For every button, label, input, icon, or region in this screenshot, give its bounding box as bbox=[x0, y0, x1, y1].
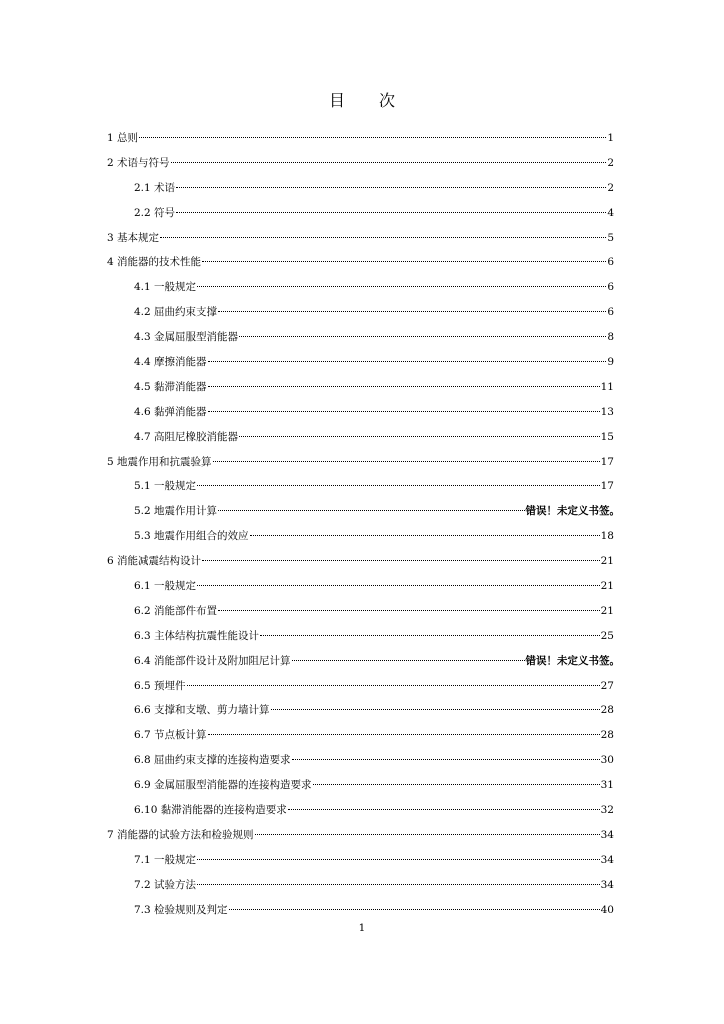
toc-entry-label: 6.7 节点板计算 bbox=[134, 729, 207, 742]
toc-entry-error: 错误！未定义书签。 bbox=[525, 505, 620, 518]
toc-entry-page: 11 bbox=[600, 380, 614, 393]
toc-entry-label: 4.1 一般规定 bbox=[134, 281, 197, 294]
toc-entry-page: 2 bbox=[607, 181, 614, 194]
toc-entry-label: 4.2 屈曲约束支撑 bbox=[134, 306, 218, 319]
toc-entry-page: 25 bbox=[600, 629, 614, 642]
toc-entry-label: 4.4 摩擦消能器 bbox=[134, 356, 207, 369]
toc-entry-label: 2.1 术语 bbox=[134, 181, 176, 194]
toc-entry-label: 5 地震作用和抗震验算 bbox=[107, 455, 212, 468]
toc-title bbox=[0, 88, 724, 111]
toc-entry-page: 17 bbox=[600, 455, 614, 468]
toc-entry-label: 4.7 高阻尼橡胶消能器 bbox=[134, 430, 239, 443]
toc-entry[interactable] bbox=[107, 579, 614, 604]
toc-entry-label: 7.1 一般规定 bbox=[134, 853, 197, 866]
toc-entry-page: 13 bbox=[600, 405, 614, 418]
toc-leader-dots bbox=[176, 187, 606, 188]
toc-leader-dots bbox=[208, 361, 607, 362]
toc-entry[interactable] bbox=[107, 255, 614, 280]
toc-entry[interactable] bbox=[107, 405, 614, 430]
toc-leader-dots bbox=[229, 909, 600, 910]
toc-entry-label: 3 基本规定 bbox=[107, 231, 160, 244]
toc-entry-label: 4.6 黏弹消能器 bbox=[134, 405, 207, 418]
toc-entry-page: 21 bbox=[600, 604, 614, 617]
toc-entry-label: 7 消能器的试验方法和检验规则 bbox=[107, 828, 254, 841]
toc-entry-page: 1 bbox=[607, 132, 614, 144]
toc-entry-label: 6 消能减震结构设计 bbox=[107, 555, 202, 568]
toc-leader-dots bbox=[292, 660, 525, 661]
toc-entry-page: 6 bbox=[607, 256, 614, 269]
toc-entry-page: 2 bbox=[607, 156, 614, 169]
toc-entry-page: 30 bbox=[600, 754, 614, 767]
toc-leader-dots bbox=[197, 884, 600, 885]
toc-entry-label: 6.1 一般规定 bbox=[134, 580, 197, 593]
toc-entry[interactable] bbox=[107, 803, 614, 828]
page-number: 1 bbox=[358, 922, 366, 934]
toc-leader-dots bbox=[202, 261, 606, 262]
toc-entry-label: 6.8 屈曲约束支撑的连接构造要求 bbox=[134, 754, 291, 767]
toc-entry-label: 6.3 主体结构抗震性能设计 bbox=[134, 629, 260, 642]
toc-entry-page: 27 bbox=[600, 679, 614, 692]
toc-leader-dots bbox=[313, 784, 600, 785]
toc-leader-dots bbox=[197, 585, 600, 586]
toc-leader-dots bbox=[208, 386, 600, 387]
toc-leader-dots bbox=[213, 461, 600, 462]
toc-entry[interactable] bbox=[107, 604, 614, 629]
toc-entry-page: 28 bbox=[600, 704, 614, 717]
toc-entry[interactable] bbox=[107, 156, 614, 181]
toc-leader-dots bbox=[139, 137, 606, 138]
toc-entry[interactable] bbox=[107, 355, 614, 380]
toc-entry-page: 17 bbox=[600, 480, 614, 493]
toc-leader-dots bbox=[208, 411, 600, 412]
toc-leader-dots bbox=[187, 685, 600, 686]
toc-entry-page: 32 bbox=[600, 804, 614, 817]
toc-entry-label: 5.3 地震作用组合的效应 bbox=[134, 530, 249, 543]
toc-leader-dots bbox=[160, 237, 606, 238]
toc-entry-label: 2.2 符号 bbox=[134, 206, 176, 219]
toc-entry-label: 1 总则 bbox=[107, 132, 139, 144]
toc-entry[interactable] bbox=[107, 654, 620, 679]
toc-entry-page: 31 bbox=[600, 779, 614, 792]
toc-entry[interactable] bbox=[107, 231, 614, 256]
toc-leader-dots bbox=[250, 535, 600, 536]
toc-entry-page: 34 bbox=[600, 878, 614, 891]
toc-entry[interactable] bbox=[107, 629, 614, 654]
toc-leader-dots bbox=[197, 485, 600, 486]
toc-leader-dots bbox=[202, 560, 600, 561]
toc-entry-label: 6.10 黏滞消能器的连接构造要求 bbox=[134, 804, 287, 817]
toc-entry-page: 21 bbox=[600, 580, 614, 593]
toc-entry[interactable] bbox=[107, 330, 614, 355]
toc-entry-page: 34 bbox=[600, 853, 614, 866]
toc-entry[interactable] bbox=[107, 455, 614, 480]
toc-leader-dots bbox=[239, 336, 606, 337]
toc-entry-page: 34 bbox=[600, 828, 614, 841]
toc-entry-error: 错误！未定义书签。 bbox=[525, 654, 620, 667]
toc-entry[interactable] bbox=[107, 753, 614, 778]
toc-entry[interactable] bbox=[107, 728, 614, 753]
toc-entry[interactable] bbox=[107, 131, 614, 156]
toc-entry[interactable] bbox=[107, 778, 614, 803]
toc-leader-dots bbox=[208, 734, 600, 735]
toc-entry[interactable] bbox=[107, 679, 614, 704]
toc-leader-dots bbox=[218, 510, 524, 511]
toc-entry-page: 4 bbox=[607, 206, 614, 219]
toc-leader-dots bbox=[271, 709, 600, 710]
toc-entry-page: 6 bbox=[607, 306, 614, 319]
toc-leader-dots bbox=[197, 286, 606, 287]
toc-entry-page: 8 bbox=[607, 331, 614, 344]
toc-entry-label: 5.1 一般规定 bbox=[134, 480, 197, 493]
toc-entry-label: 4.3 金属屈服型消能器 bbox=[134, 331, 239, 344]
toc-leader-dots bbox=[292, 759, 600, 760]
toc-entry[interactable] bbox=[107, 853, 614, 878]
toc-entry-label: 4.5 黏滞消能器 bbox=[134, 380, 207, 393]
toc-entry[interactable] bbox=[107, 703, 614, 728]
toc-entry-page: 6 bbox=[607, 281, 614, 294]
toc-entry-label: 6.9 金属屈服型消能器的连接构造要求 bbox=[134, 779, 312, 792]
toc-entry[interactable] bbox=[107, 305, 614, 330]
toc-entry-page: 28 bbox=[600, 729, 614, 742]
toc-entry-label: 6.6 支撑和支墩、剪力墙计算 bbox=[134, 704, 270, 717]
toc-entry-page: 18 bbox=[600, 530, 614, 543]
toc-leader-dots bbox=[176, 212, 606, 213]
toc-entry-label: 6.5 预埋件 bbox=[134, 679, 186, 692]
toc-title-char-2: 次 bbox=[379, 91, 396, 110]
toc-entry[interactable] bbox=[107, 206, 614, 231]
toc-entry[interactable] bbox=[107, 479, 614, 504]
toc-entry-page: 40 bbox=[600, 903, 614, 916]
toc-leader-dots bbox=[255, 834, 600, 835]
toc-entry[interactable] bbox=[107, 430, 614, 455]
toc-leader-dots bbox=[260, 635, 600, 636]
toc-entry-label: 7.2 试验方法 bbox=[134, 878, 197, 891]
toc-entry-page: 9 bbox=[607, 356, 614, 369]
toc-entry-label: 2 术语与符号 bbox=[107, 156, 170, 169]
toc-entry-page: 21 bbox=[600, 555, 614, 568]
toc-entry[interactable] bbox=[107, 504, 620, 529]
toc-leader-dots bbox=[239, 436, 600, 437]
toc-entry[interactable] bbox=[107, 380, 614, 405]
toc-entry[interactable] bbox=[107, 280, 614, 305]
toc-leader-dots bbox=[288, 809, 600, 810]
toc-entry-label: 6.4 消能部件设计及附加阻尼计算 bbox=[134, 654, 291, 667]
toc-entry-page: 15 bbox=[600, 430, 614, 443]
toc-entry[interactable] bbox=[107, 554, 614, 579]
toc-leader-dots bbox=[197, 859, 600, 860]
toc-entry-label: 5.2 地震作用计算 bbox=[134, 505, 218, 518]
toc-title-char-1: 目 bbox=[328, 91, 345, 110]
toc-entry[interactable] bbox=[107, 529, 614, 554]
toc-entry-label: 4 消能器的技术性能 bbox=[107, 256, 202, 269]
toc-leader-dots bbox=[218, 610, 600, 611]
toc-entry-label: 6.2 消能部件布置 bbox=[134, 604, 218, 617]
toc-entry[interactable] bbox=[107, 878, 614, 903]
toc-entry-label: 7.3 检验规则及判定 bbox=[134, 903, 228, 916]
toc-entry[interactable] bbox=[107, 828, 614, 853]
toc-list bbox=[107, 131, 620, 928]
toc-leader-dots bbox=[218, 311, 606, 312]
toc-entry-page: 5 bbox=[607, 231, 614, 244]
toc-leader-dots bbox=[171, 162, 607, 163]
toc-entry[interactable] bbox=[107, 181, 614, 206]
